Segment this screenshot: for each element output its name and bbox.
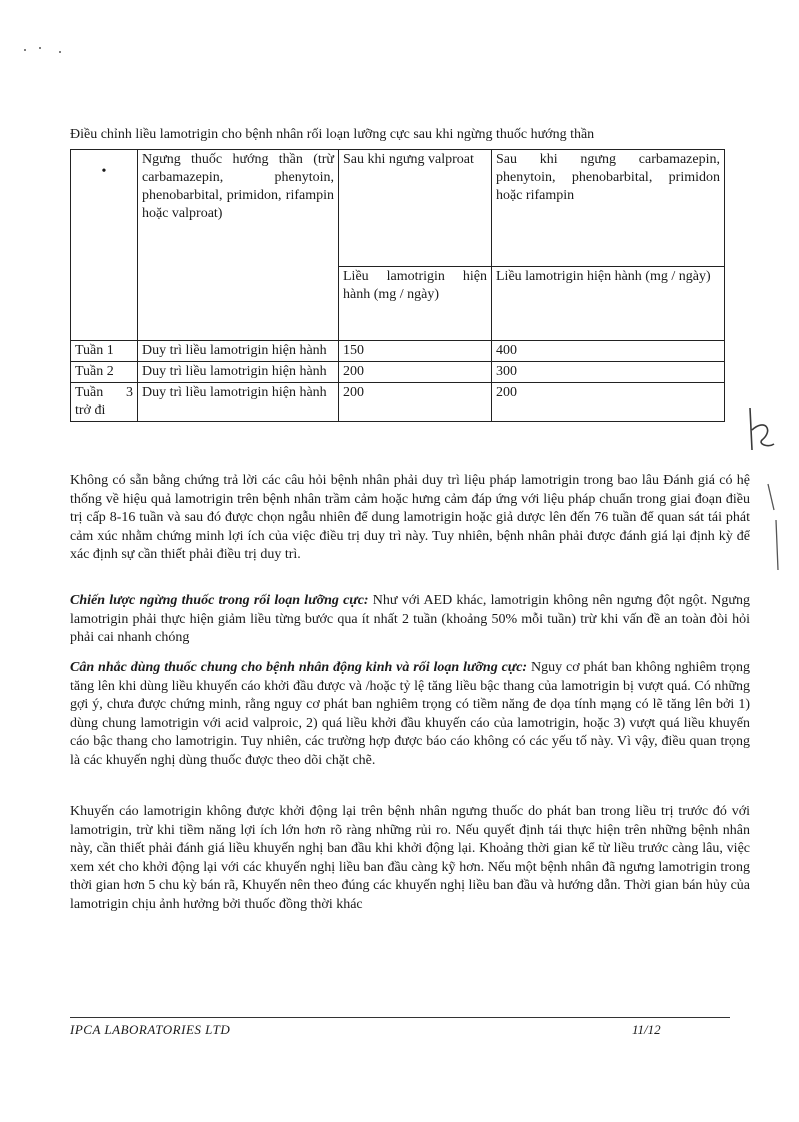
inducer-dose-cell: 300 — [492, 362, 725, 383]
paragraph-maintenance: Không có sẵn bằng chứng trả lời các câu hỏi bệnh nhân phải duy trì liệu pháp lamotrigin trong bao lâu Đánh giá có hệ thống về hiệu quả lamotrigin trên bệnh nhân trầm cảm hoặc hưng cảm đáp ứng với liệu pháp chuẩn trong giai đoạn điều trị cấp 8-16 tuần và sau đó được chọn ngẫu nhiên để dung lamotrigin hoặc giả dược lên đến 76 tuần để quan sát tái phát cảm xúc nhằm chứng minh lợi ích của việc điều trị duy trì này. Tuy nhiên, bệnh nhân phải được đánh giá lại định kỳ để xác định sự cần thiết phải điều trị duy trì. — [70, 473, 750, 562]
paragraph-body: Nguy cơ phát ban không nghiêm trọng tăng lên khi dùng liều khuyến cáo khởi đầu được và /hoặc tỷ lệ tăng liều bậc thang của lamotrigin bị vượt quá. Có những gợi ý, chưa được chứng minh, rằng nguy cơ phát ban nghiêm trọng có tiềm năng đe dọa tính mạng có lẽ tăng lên bởi 1) dùng chung lamotrigin với acid valproic, 2) quá liều khởi đầu khuyến cáo của lamotrigin, hoặc 3) vượt quá liều khuyến cáo bậc thang cho lamotrigin. Tuy nhiên, các trường hợp được báo cáo không có các yếu tố này. Vì vậy, điều quan trọng là các khuyến nghị dùng thuốc được theo dõi chặt chẽ. — [70, 660, 751, 768]
paragraph-lead: Chiến lược ngừng thuốc trong rối loạn lưỡng cực: — [70, 593, 369, 608]
dose-adjustment-table — [70, 149, 725, 422]
paragraph-lead: Cân nhắc dùng thuốc chung cho bệnh nhân động kinh và rối loạn lưỡng cực: — [70, 660, 528, 675]
table-row — [71, 341, 725, 362]
table-header-row — [71, 150, 725, 267]
footer-company: IPCA LABORATORIES LTD — [70, 1022, 231, 1037]
footer-divider — [70, 1017, 730, 1018]
paragraph-dosing-considerations — [70, 659, 750, 770]
header-cell-empty — [71, 150, 138, 341]
header-cell-other-drugs: Ngưng thuốc hướng thần (trừ carbamazepin, phenytoin, phenobarbital, primidon, rifampin hoặc valproat) — [138, 150, 339, 341]
table-caption: Điều chỉnh liều lamotrigin cho bệnh nhân rối loạn lưỡng cực sau khi ngừng thuốc hướng thần — [70, 127, 595, 142]
subheader-cell-inducers: Liều lamotrigin hiện hành (mg / ngày) — [492, 266, 725, 340]
scan-speckle-mark — [20, 40, 80, 60]
valproate-dose-cell: 150 — [339, 341, 492, 362]
valproate-dose-cell: 200 — [339, 362, 492, 383]
table-row — [71, 383, 725, 422]
valproate-dose-cell: 200 — [339, 383, 492, 422]
table-row — [71, 362, 725, 383]
footer-page-number: 11/12 — [632, 1022, 661, 1037]
header-cell-inducers: Sau khi ngưng carbamazepin, phenytoin, phenobarbital, primidon hoặc rifampin — [492, 150, 725, 267]
week-cell: Tuần 1 — [71, 341, 138, 362]
subheader-cell-valproate: Liều lamotrigin hiện hành (mg / ngày) — [339, 266, 492, 340]
header-cell-valproate: Sau khi ngưng valproat — [339, 150, 492, 267]
action-cell: Duy trì liều lamotrigin hiện hành — [138, 362, 339, 383]
inducer-dose-cell: 200 — [492, 383, 725, 422]
handwritten-initial-mark — [740, 400, 780, 460]
paragraph-restart: Khuyến cáo lamotrigin không được khởi động lại trên bệnh nhân ngưng thuốc do phát ban trong liều trị trước đó với lamotrigin, trừ khi tiềm năng lợi ích lớn hơn rõ ràng những rủi ro. Nếu quyết định tái thực hiện trên những bệnh nhân này, cần thiết phải đánh giá liều khuyến nghị ban đầu khi khởi động lại. Khoảng thời gian kể từ liều trước càng lâu, việc xem xét cho khởi động lại với các khuyến nghị liều ban đầu càng kỹ hơn. Nếu một bệnh nhân đã ngưng lamotrigin trong thời gian hơn 5 chu kỳ bán rã, Khuyến nên theo đúng các khuyến nghị liều ban đầu và hướng dẫn. Thời gian bán hủy của lamotrigin chịu ảnh hưởng bởi thuốc đồng thời khác — [70, 804, 750, 912]
week-cell: Tuần 2 — [71, 362, 138, 383]
action-cell: Duy trì liều lamotrigin hiện hành — [138, 383, 339, 422]
paragraph-body: Như với AED khác, lamotrigin không nên ngưng đột ngột. Ngưng lamotrigin phải thực hiện giảm liều từng bước qua ít nhất 2 tuần (khoảng 50% mỗi tuần) trừ khi vấn đề an toàn đòi hỏi phải cai nhanh chóng — [70, 593, 750, 645]
header-dot: • — [101, 164, 107, 179]
scan-noise-mark — [760, 480, 790, 600]
action-cell: Duy trì liều lamotrigin hiện hành — [138, 341, 339, 362]
inducer-dose-cell: 400 — [492, 341, 725, 362]
paragraph-discontinuation — [70, 592, 750, 648]
week-cell: Tuần 3 trở đi — [71, 383, 138, 422]
